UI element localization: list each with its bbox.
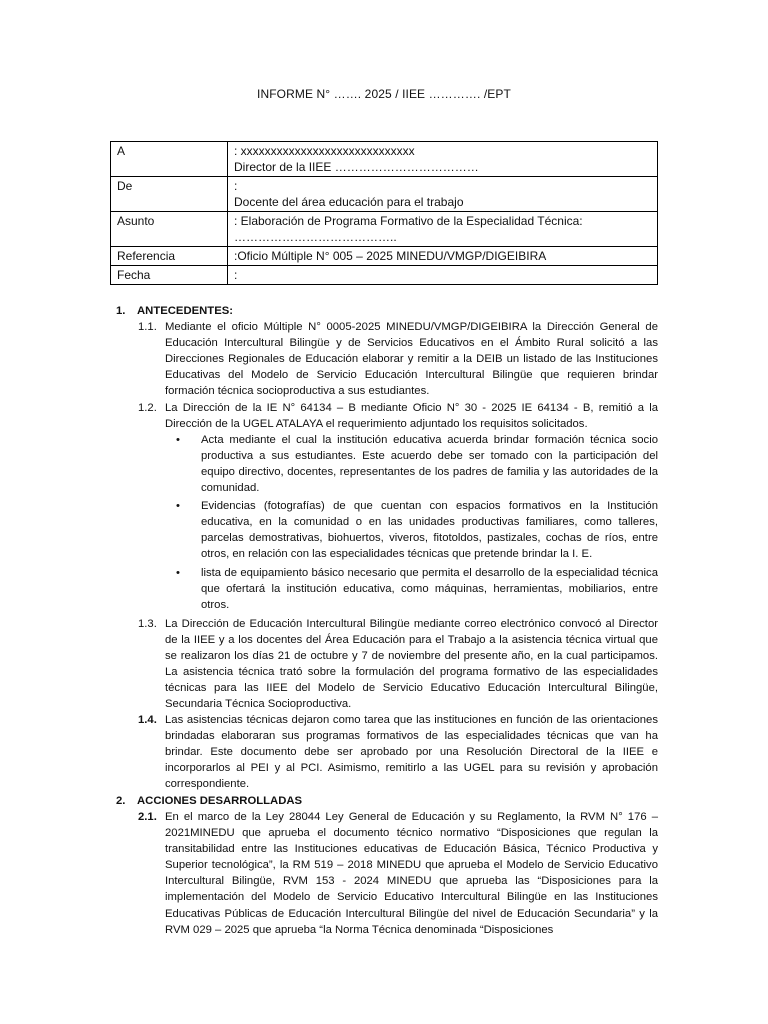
header-value (228, 177, 658, 212)
header-value-line: : xxxxxxxxxxxxxxxxxxxxxxxxxxxxx (234, 144, 415, 158)
header-row-de (111, 177, 658, 212)
header-value (228, 142, 658, 177)
item-text: Las asistencias técnicas dejaron como tarea que las instituciones en función de las orientaciones brindadas elaboraran sus programas formativos de las especialidades técnicas que van ha brindar. Este documento debe ser aprobado por una Resolución Directoral de la IIEE e incorporarlos al PEI y al PCI. Asimismo, remitirlo a las UGEL para su revisión y aprobación correspondiente. (165, 714, 658, 791)
list-item-2-1 (138, 809, 658, 938)
bullet-dot-icon: • (176, 434, 180, 446)
header-label: Fecha (111, 266, 228, 285)
item-number: 1.3. (138, 618, 157, 630)
item-text: La Dirección de la IE N° 64134 – B mediante Oficio N° 30 - 2025 IE 64134 - B, remitió a la Dirección de la UGEL ATALAYA el requerimiento adjuntado los requisitos solicitados. (165, 402, 658, 431)
header-value-line: : Elaboración de Programa Formativo de la Especialidad Técnica: (234, 214, 583, 228)
header-value (228, 247, 658, 266)
header-row-a (111, 142, 658, 177)
section-number: 1. (116, 305, 126, 317)
header-label: A (111, 142, 228, 177)
header-value (228, 212, 658, 247)
header-label: Referencia (111, 247, 228, 266)
bullet-dot-icon: • (176, 567, 180, 579)
item-text: La Dirección de Educación Intercultural Bilingüe mediante correo electrónico convocó al Director de la IIEE y a los docentes del Área Educación para el Trabajo a la asistencia técnica virtual que se realizaron los días 21 de octubre y 7 de noviembre del presente año, en la cual participamos. La asistencia técnica trató sobre la formulación del programa formativo de las especialidades técnicas para las IIEE del Modelo de Servicio Educativo Educación Intercultural Bilingüe, Secundaria Técnica Socioproductiva. (165, 618, 658, 711)
item-number: 1.2. (138, 402, 157, 414)
header-value-line: :Oficio Múltiple N° 005 – 2025 MINEDU/VMGP/DIGEIBIRA (234, 249, 547, 263)
header-row-asunto (111, 212, 658, 247)
item-number: 2.1. (138, 811, 157, 823)
item-text: En el marco de la Ley 28044 Ley General de Educación y su Reglamento, la RVM N° 176 – 2021MINEDU que aprueba el documento técnico normativo “Disposiciones que regulan la transitabilidad entre las Instituciones educativas de Educación Básica, Técnico Productiva y Superior tecnológica”, la RM 519 – 2018 MINEDU que aprueba el Modelo de Servicio Educativo Intercultural Bilingüe, RVM 153 - 2024 MINEDU que aprueba las “Disposiciones para la implementación del Modelo de Servicio Educativo Intercultural Bilingüe en las Instituciones Educativas Públicas de Educación Intercultural Bilingüe del nivel de Educación Secundaria” y la RVM 029 – 2025 que aprueba “la Norma Técnica denominada “Disposiciones (165, 811, 658, 936)
section-number: 2. (116, 795, 126, 807)
bullet-item (176, 565, 658, 613)
header-value-line: : (234, 179, 238, 193)
list-item-1-1 (138, 319, 658, 399)
header-value (228, 266, 658, 285)
item-text: Mediante el oficio Múltiple N° 0005-2025 MINEDU/VMGP/DIGEIBIRA la Dirección General de Educación Intercultural Bilingüe y de Servicios Educativos en el Ámbito Rural solicitó a las Direcciones Regionales de Educación elaborar y remitir a la DEIB un listado de las Instituciones Educativas del Modelo de Servicio Educación Intercultural Bilingüe que requieren brindar formación técnica socioproductiva a sus estudiantes. (165, 321, 658, 398)
header-row-referencia (111, 247, 658, 266)
list-item-1-3 (138, 616, 658, 713)
list-item-1-4 (138, 712, 658, 792)
header-label: De (111, 177, 228, 212)
list-item-1-2 (138, 400, 658, 432)
bullet-text: lista de equipamiento básico necesario que permita el desarrollo de la especialidad técnica que ofertará la institución educativa, como máquinas, herramientas, mobiliarios, entre otros. (201, 567, 658, 612)
section-title: ANTECEDENTES: (137, 305, 234, 317)
report-title: INFORME N° ……. 2025 / IIEE …………. /EPT (257, 87, 511, 101)
header-label: Asunto (111, 212, 228, 247)
section-heading-antecedentes (116, 303, 233, 319)
bullet-text: Acta mediante el cual la institución educativa acuerda brindar formación técnica socio productiva a sus estudiantes. Este acuerdo debe ser tomado con la participación del equipo directivo, docentes, representantes de los padres de familia y las autoridades de la comunidad. (201, 434, 658, 495)
header-row-fecha (111, 266, 658, 285)
header-value-line: : (234, 268, 238, 282)
bullet-item (176, 432, 658, 496)
bullet-dot-icon: • (176, 500, 180, 512)
header-value-line: Docente del área educación para el trabajo (234, 195, 464, 209)
header-value-line: Director de la IIEE ……………………………… (234, 160, 479, 174)
header-value-line: ………………………………….. (234, 230, 397, 244)
section-heading-acciones (116, 793, 302, 809)
bullet-text: Evidencias (fotografías) de que cuentan con espacios formativos en la Institución educativa, en la comunidad o en las unidades productivas familiares, como talleres, parcelas demostrativas, biohuertos, viveros, fitotoldos, pastizales, cochas de ríos, entre otros, en relación con las especialidades técnicas que pretende brindar la I. E. (201, 500, 658, 561)
header-table (110, 141, 658, 285)
item-number: 1.1. (138, 321, 157, 333)
section-title: ACCIONES DESARROLLADAS (137, 795, 303, 807)
bullet-item (176, 498, 658, 562)
item-number: 1.4. (138, 714, 157, 726)
